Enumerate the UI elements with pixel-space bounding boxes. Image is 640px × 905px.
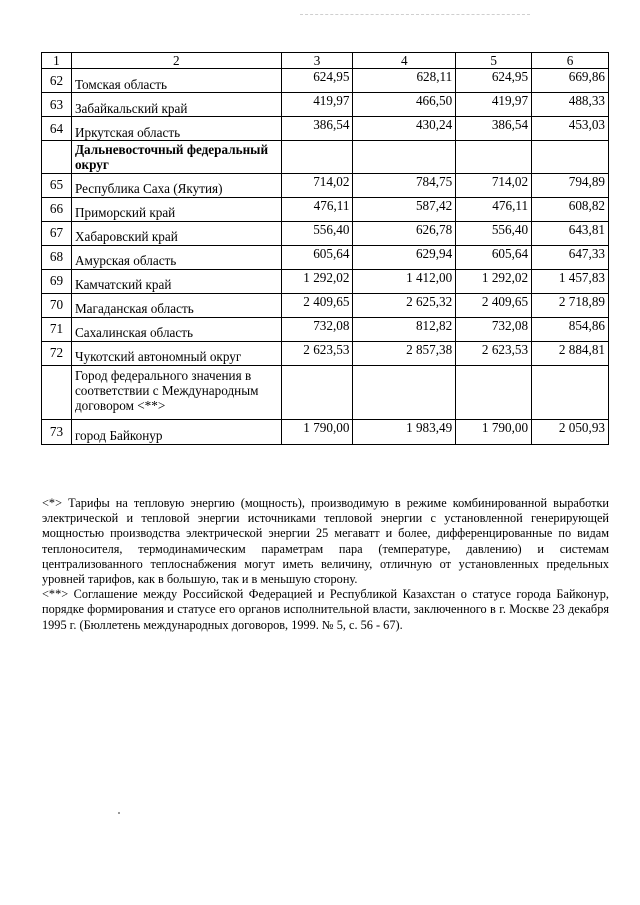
tariff-value: 556,40 <box>456 221 532 245</box>
row-number: 73 <box>42 419 72 444</box>
tariff-value: 2 625,32 <box>353 293 456 317</box>
table-row <box>42 117 609 141</box>
tariff-value: 605,64 <box>456 245 532 269</box>
column-header: 6 <box>532 53 609 69</box>
tariff-value: 1 457,83 <box>532 269 609 293</box>
region-name: Республика Саха (Якутия) <box>71 173 281 197</box>
tariff-value <box>532 141 609 173</box>
tariff-value <box>281 365 353 419</box>
row-number: 68 <box>42 245 72 269</box>
tariff-value: 643,81 <box>532 221 609 245</box>
tariff-value: 2 050,93 <box>532 419 609 444</box>
row-number: 64 <box>42 117 72 141</box>
region-name: Приморский край <box>71 197 281 221</box>
region-name: Чукотский автономный округ <box>71 341 281 365</box>
row-number <box>42 141 72 173</box>
row-number: 66 <box>42 197 72 221</box>
federal-district-heading: Дальневосточный федеральный округ <box>71 141 281 173</box>
tariff-value: 1 790,00 <box>456 419 532 444</box>
region-name: Забайкальский край <box>71 93 281 117</box>
table-row <box>42 269 609 293</box>
region-name: Иркутская область <box>71 117 281 141</box>
tariff-value: 476,11 <box>456 197 532 221</box>
group-row <box>42 141 609 173</box>
table-row <box>42 293 609 317</box>
tariff-value: 2 623,53 <box>456 341 532 365</box>
region-name: Хабаровский край <box>71 221 281 245</box>
table-row <box>42 93 609 117</box>
tariff-value <box>532 365 609 419</box>
row-number: 65 <box>42 173 72 197</box>
tariff-value: 1 292,02 <box>456 269 532 293</box>
region-name: Камчатский край <box>71 269 281 293</box>
tariff-value: 647,33 <box>532 245 609 269</box>
column-header: 5 <box>456 53 532 69</box>
tariff-value <box>353 365 456 419</box>
scan-speck <box>118 812 120 814</box>
tariff-value: 812,82 <box>353 317 456 341</box>
tariff-value: 386,54 <box>281 117 353 141</box>
tariff-value <box>456 141 532 173</box>
tariff-value: 794,89 <box>532 173 609 197</box>
footnotes <box>42 496 609 633</box>
group-row <box>42 365 609 419</box>
row-number: 70 <box>42 293 72 317</box>
tariff-value: 732,08 <box>281 317 353 341</box>
federal-city-heading: Город федерального значения в соответствии с Международным договором <**> <box>71 365 281 419</box>
tariff-value: 1 292,02 <box>281 269 353 293</box>
tariff-value: 669,86 <box>532 69 609 93</box>
table-row <box>42 197 609 221</box>
tariff-value: 453,03 <box>532 117 609 141</box>
tariff-value: 608,82 <box>532 197 609 221</box>
column-header: 2 <box>71 53 281 69</box>
tariff-value: 419,97 <box>456 93 532 117</box>
tariff-value: 386,54 <box>456 117 532 141</box>
tariff-value: 419,97 <box>281 93 353 117</box>
table-row <box>42 245 609 269</box>
tariff-table <box>41 52 609 445</box>
region-name: Амурская область <box>71 245 281 269</box>
tariff-value: 629,94 <box>353 245 456 269</box>
tariff-value: 2 718,89 <box>532 293 609 317</box>
row-number: 72 <box>42 341 72 365</box>
tariff-value: 714,02 <box>281 173 353 197</box>
tariff-value <box>281 141 353 173</box>
footnote-2: <**> Соглашение между Российской Федерацией и Республикой Казахстан о статусе города Байконур, порядке формирования и статусе его органов исполнительной власти, заключенного в г. Москве 23 декабря 1995 г. (Бюллетень международных договоров, 1999. № 5, с. 56 - 67). <box>42 587 609 632</box>
tariff-value: 2 623,53 <box>281 341 353 365</box>
row-number <box>42 365 72 419</box>
row-number: 69 <box>42 269 72 293</box>
tariff-value: 488,33 <box>532 93 609 117</box>
tariff-value: 556,40 <box>281 221 353 245</box>
region-name: Томская область <box>71 69 281 93</box>
tariff-value: 466,50 <box>353 93 456 117</box>
tariff-value: 2 884,81 <box>532 341 609 365</box>
tariff-value: 430,24 <box>353 117 456 141</box>
tariff-value: 1 983,49 <box>353 419 456 444</box>
tariff-value <box>353 141 456 173</box>
row-number: 71 <box>42 317 72 341</box>
tariff-value: 732,08 <box>456 317 532 341</box>
region-name: Магаданская область <box>71 293 281 317</box>
tariff-value: 587,42 <box>353 197 456 221</box>
tariff-value: 626,78 <box>353 221 456 245</box>
table-row <box>42 419 609 444</box>
region-name: Сахалинская область <box>71 317 281 341</box>
tariff-value: 476,11 <box>281 197 353 221</box>
tariff-value: 714,02 <box>456 173 532 197</box>
table-row <box>42 317 609 341</box>
tariff-value: 624,95 <box>281 69 353 93</box>
tariff-value: 624,95 <box>456 69 532 93</box>
row-number: 63 <box>42 93 72 117</box>
tariff-value: 784,75 <box>353 173 456 197</box>
table-row <box>42 173 609 197</box>
tariff-value: 854,86 <box>532 317 609 341</box>
column-header: 4 <box>353 53 456 69</box>
table-header-row <box>42 53 609 69</box>
table-row <box>42 221 609 245</box>
tariff-value: 2 409,65 <box>456 293 532 317</box>
tariff-value: 605,64 <box>281 245 353 269</box>
footnote-1: <*> Тарифы на тепловую энергию (мощность), производимую в режиме комбинированной выработки электрической и тепловой энергии источниками тепловой энергии с установленной генерирующей мощностью производства электрической энергии 25 мегаватт и более, дифференцированные по видам теплоносителя, термодинамическим параметрам пара (температуре, давлению) и системам централизованного теплоснабжения могут иметь величину, отличную от установленных предельных уровней тарифов, как в большую, так и в меньшую сторону. <box>42 496 609 587</box>
row-number: 62 <box>42 69 72 93</box>
tariff-value: 2 857,38 <box>353 341 456 365</box>
table-row <box>42 69 609 93</box>
tariff-value: 1 790,00 <box>281 419 353 444</box>
column-header: 3 <box>281 53 353 69</box>
tariff-value: 2 409,65 <box>281 293 353 317</box>
tariff-value: 628,11 <box>353 69 456 93</box>
tariff-value: 1 412,00 <box>353 269 456 293</box>
top-divider <box>300 14 530 15</box>
table-row <box>42 341 609 365</box>
tariff-value <box>456 365 532 419</box>
column-header: 1 <box>42 53 72 69</box>
region-name: город Байконур <box>71 419 281 444</box>
row-number: 67 <box>42 221 72 245</box>
